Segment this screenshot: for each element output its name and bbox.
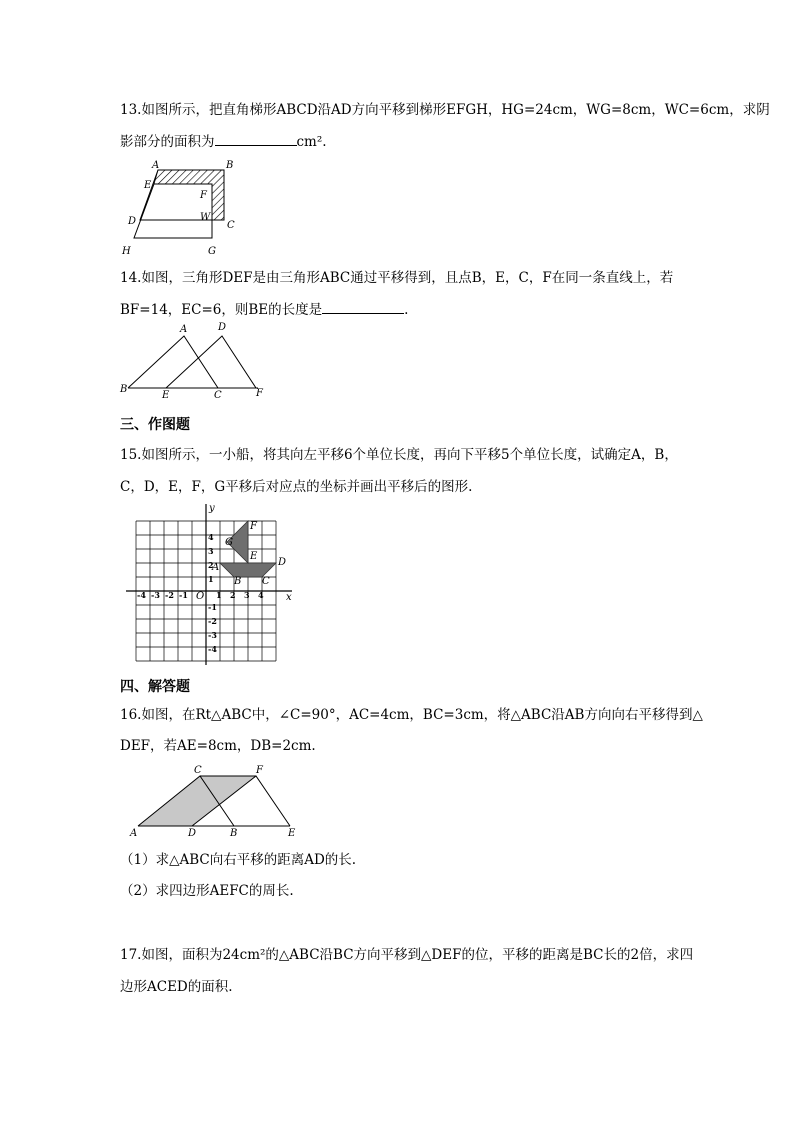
q16-label-b: B [230, 828, 238, 839]
q14-label-e: E [162, 390, 170, 401]
q15-y-tick: -4 [208, 644, 217, 654]
q13-shaded-region [154, 170, 224, 220]
q13-label-f: F [200, 190, 207, 201]
q13-label-b: B [226, 160, 234, 171]
q14-label-a: A [180, 324, 188, 335]
q15-axis-y-label: y [209, 503, 215, 514]
q17-line1: 17.如图，面积为24cm²的△ABC沿BC方向平移到△DEF的位，平移的距离是BC长的2倍，求四 [120, 947, 694, 963]
q15-y-tick: 2 [208, 560, 214, 570]
q13-label-h: H [122, 246, 131, 257]
q13-line2 [120, 131, 327, 152]
q13-label-d: D [128, 216, 137, 227]
q13-figure [118, 160, 248, 260]
q14-line2-before: BF=14，EC=6，则BE的长度是 [120, 302, 323, 318]
q16-label-f: F [256, 765, 263, 776]
q14-line2 [120, 299, 408, 320]
q13-answer-blank[interactable] [215, 131, 297, 146]
q15-x-tick: -4 [137, 590, 146, 600]
q14-answer-blank[interactable] [322, 299, 404, 314]
q14-label-c: C [214, 390, 222, 401]
q16-part2: （2）求四边形AEFC的周长. [120, 883, 294, 899]
q15-y-tick: 4 [208, 532, 214, 542]
q16-label-e: E [288, 828, 296, 839]
q15-x-tick: 3 [244, 590, 250, 600]
q17-line2: 边形ACED的面积. [120, 979, 233, 995]
q15-y-tick: 1 [208, 574, 214, 584]
q16-shaded-parallelogram [138, 776, 256, 826]
q15-x-tick: 4 [258, 590, 264, 600]
q14-triangle-abc [128, 336, 218, 388]
q14-triangle-def [166, 336, 256, 388]
section-title-drawing: 三、作图题 [120, 417, 190, 433]
q15-label-b: B [234, 576, 242, 587]
q15-x-tick: -1 [179, 590, 188, 600]
q13-line2-after: cm². [296, 134, 327, 150]
q14-label-f: F [256, 388, 263, 399]
q14-label-b: B [120, 384, 128, 395]
q13-label-a: A [152, 160, 160, 171]
q13-label-w: W [200, 212, 211, 223]
q15-axis-x-label: x [286, 592, 292, 603]
q15-x-tick: -2 [165, 590, 174, 600]
q15-x-tick: 1 [216, 590, 222, 600]
q15-label-f: F [250, 521, 257, 532]
q15-ship-hull [220, 563, 276, 577]
q15-label-d: D [278, 557, 287, 568]
q15-line1: 15.如图所示，一小船，将其向左平移6个单位长度，再向下平移5个单位长度，试确定A，B， [120, 447, 678, 463]
q15-coordinate-grid [122, 502, 302, 667]
q16-line1: 16.如图，在Rt△ABC中，∠C=90°，AC=4cm，BC=3cm，将△ABC沿AB方向向右平移得到△ [120, 707, 703, 723]
q15-x-tick: 2 [230, 590, 236, 600]
q15-y-tick: -1 [208, 602, 217, 612]
q13-label-g: G [208, 246, 216, 257]
q15-label-c: C [262, 576, 270, 587]
q16-line2: DEF，若AE=8cm，DB=2cm. [120, 738, 316, 754]
q13-line1: 13.如图所示，把直角梯形ABCD沿AD方向平移到梯形EFGH，HG=24cm，WG=8cm，WC=6cm，求阴 [120, 102, 770, 118]
q15-label-g: G [225, 537, 233, 548]
q15-label-e: E [250, 551, 258, 562]
q15-y-tick: -3 [208, 630, 217, 640]
q16-label-a: A [130, 828, 138, 839]
q16-part1: （1）求△ABC向右平移的距离AD的长. [120, 852, 357, 868]
q14-line2-after: . [404, 302, 409, 318]
q16-label-d: D [188, 828, 197, 839]
q14-label-d: D [218, 322, 227, 333]
q15-line2: C，D，E，F，G平移后对应点的坐标并画出平移后的图形. [120, 479, 473, 495]
q13-label-c: C [227, 220, 235, 231]
q15-y-tick: 3 [208, 546, 214, 556]
q15-x-tick: -3 [151, 590, 160, 600]
q14-figure [118, 318, 268, 400]
q16-figure [126, 764, 306, 840]
q16-label-c: C [194, 765, 202, 776]
q15-label-a: A [212, 562, 220, 573]
section-title-solutions: 四、解答题 [120, 679, 190, 695]
q13-label-e: E [144, 180, 152, 191]
q14-line1: 14.如图，三角形DEF是由三角形ABC通过平移得到，且点B，E，C，F在同一条直线上，若 [120, 270, 674, 286]
q15-origin-label: O [196, 591, 205, 602]
q15-y-tick: -2 [208, 616, 217, 626]
q13-line2-before: 影部分的面积为 [120, 134, 215, 150]
